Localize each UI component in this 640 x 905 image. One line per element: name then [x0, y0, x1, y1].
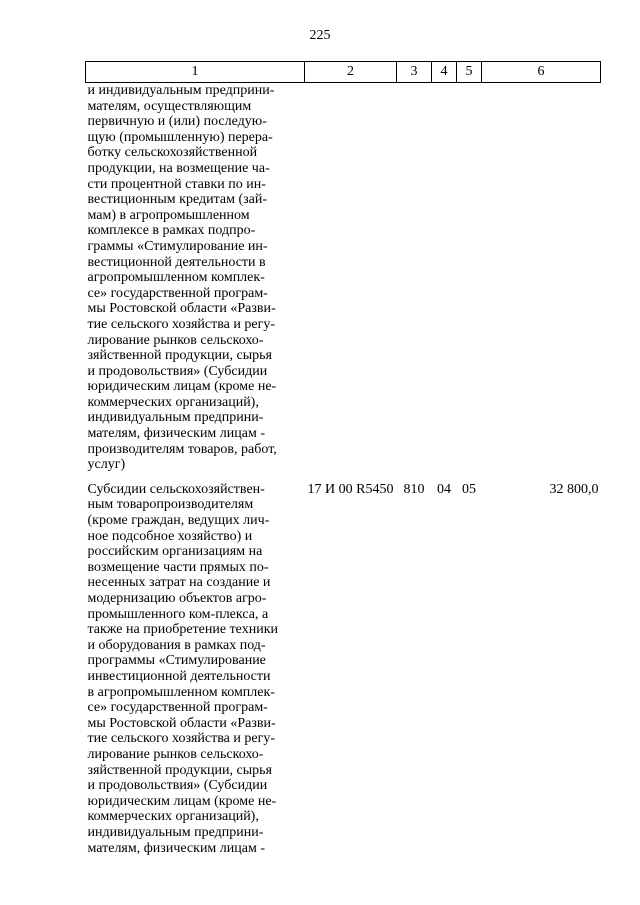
col-header-3: 3	[397, 62, 432, 83]
description-line: се» государственной програм-	[87, 285, 268, 301]
row-description	[86, 83, 305, 476]
expense-type	[397, 83, 432, 476]
description-line: модернизацию объектов агро-	[87, 591, 267, 606]
description-line: коммерческих организаций),	[87, 394, 259, 410]
page-number: 225	[309, 28, 331, 43]
target-code	[305, 83, 397, 476]
description-line: промышленного ком-плекса, а	[87, 606, 269, 622]
table-row	[86, 83, 601, 476]
description-line: ным товаропроизводителям	[87, 497, 254, 513]
description-line: коммерческих организаций),	[87, 809, 259, 825]
description-line: юридическим лицам (кроме не-	[87, 379, 277, 395]
description-line: зяйственной продукции, сырья	[87, 762, 272, 778]
amount: 32 800,0	[549, 481, 599, 497]
col-header-4: 4	[432, 62, 457, 83]
amount	[482, 83, 601, 476]
description-line: (кроме граждан, ведущих лич-	[87, 513, 270, 529]
description-line: зяйственной продукции, сырья	[87, 348, 272, 364]
col-header-5: 5	[457, 62, 482, 83]
description-line: мателям, физическим лицам -	[87, 426, 265, 442]
description-line: производителям товаров, работ,	[87, 441, 277, 457]
header-row	[86, 62, 601, 83]
description-line: се» государственной програм-	[87, 700, 268, 716]
description-line: первичную и (или) последую-	[87, 114, 267, 130]
description-line: мы Ростовской области «Разви-	[87, 301, 276, 317]
description-line: несенных затрат на создание и	[87, 575, 271, 591]
description-line: российским организациям на	[87, 544, 263, 560]
target-code: 17 И 00 R5450	[307, 481, 394, 497]
description-line: щую (промышленную) перера-	[87, 129, 273, 145]
description-line: мателям, физическим лицам -	[87, 840, 265, 856]
description-line: мателям, осуществляющим	[87, 98, 252, 114]
description-line: граммы «Стимулирование ин-	[87, 238, 268, 254]
description-line: мам) в агропромышленном	[87, 207, 250, 223]
description-line: и оборудования в рамках под-	[87, 637, 266, 653]
description-line: вестиционной деятельности в	[87, 254, 266, 270]
description-line: и продовольствия» (Субсидии	[87, 363, 268, 379]
description-line: и продовольствия» (Субсидии	[87, 778, 268, 794]
description-line: индивидуальным предприни-	[87, 824, 264, 840]
description-line: мы Ростовской области «Разви-	[87, 715, 276, 731]
description-line: индивидуальным предприни-	[87, 410, 264, 426]
description-line: продукции, на возмещение ча-	[87, 160, 270, 176]
description-line: тие сельского хозяйства и регу-	[87, 316, 276, 332]
description-line: агропромышленном комплек-	[87, 270, 265, 286]
subsection-code: 05	[462, 481, 476, 497]
expense-type: 810	[403, 481, 425, 497]
description-line: комплексе в рамках подпро-	[87, 223, 256, 239]
description-line: тие сельского хозяйства и регу-	[87, 731, 276, 747]
description-line: возмещение части прямых по-	[87, 559, 269, 575]
description-line: Субсидии сельскохозяйствен-	[87, 481, 265, 497]
section-code	[432, 83, 457, 476]
description-line: и индивидуальным предприни-	[87, 83, 275, 98]
description-line: в агропромышленном комплек-	[87, 684, 275, 700]
col-header-1: 1	[86, 62, 305, 83]
description-line: ботку сельскохозяйственной	[87, 145, 258, 161]
description-line: вестиционным кредитам (зай-	[87, 192, 268, 208]
description-line: лирование рынков сельскохо-	[87, 746, 264, 762]
section-code: 04	[437, 481, 451, 497]
description-line: программы «Стимулирование	[87, 653, 266, 669]
description-line: ное подсобное хозяйство) и	[87, 528, 253, 544]
table-row	[86, 476, 601, 856]
description-line: лирование рынков сельскохо-	[87, 332, 264, 348]
col-header-6: 6	[482, 62, 601, 83]
budget-table	[85, 61, 601, 856]
subsection-code	[457, 83, 482, 476]
description-line: юридическим лицам (кроме не-	[87, 793, 277, 809]
description-line: инвестиционной деятельности	[87, 668, 271, 684]
row-description	[86, 476, 305, 856]
col-header-2: 2	[305, 62, 397, 83]
description-line: сти процентной ставки по ин-	[87, 176, 266, 192]
description-line: услуг)	[87, 457, 126, 473]
description-line: также на приобретение техники	[87, 622, 278, 638]
